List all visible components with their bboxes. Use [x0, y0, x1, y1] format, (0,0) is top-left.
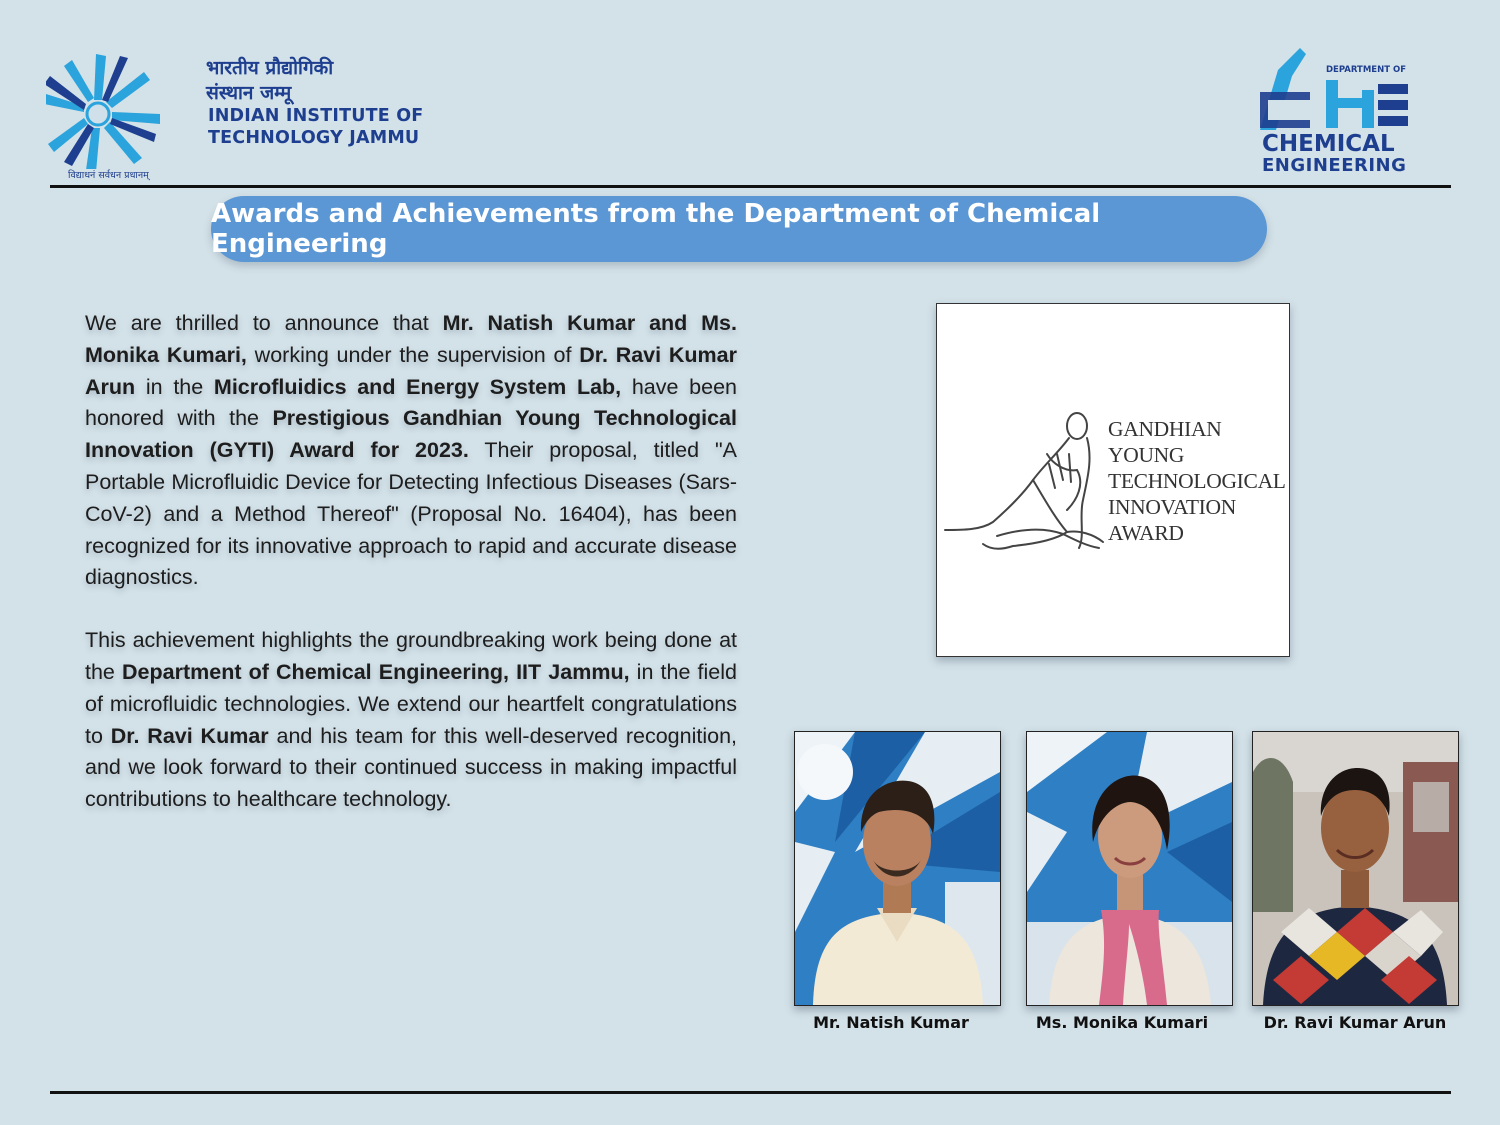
- text-run: We are thrilled to announce that: [85, 311, 443, 335]
- announcement-text: [85, 308, 737, 847]
- bottom-divider: [50, 1091, 1451, 1094]
- photo-natish-kumar: [794, 731, 1001, 1006]
- announcement-paragraph-2: [85, 625, 737, 816]
- announcement-paragraph-1: [85, 308, 737, 594]
- text-run: in the field of microfluidic technologies. We extend our heartfelt congratulations to: [85, 659, 737, 748]
- iit-english-name: [208, 105, 423, 149]
- che-name: [1262, 133, 1406, 177]
- iit-hindi-line1: भारतीय प्रौद्योगिकी: [206, 57, 334, 79]
- iit-sunburst-icon: [46, 44, 206, 169]
- che-name-line2: ENGINEERING: [1262, 155, 1407, 176]
- bold-text-run: Dr. Ravi Kumar Arun: [85, 342, 737, 399]
- text-run: have been honored with the: [85, 374, 738, 431]
- text-run: in the: [135, 374, 214, 399]
- che-dept-of: DEPARTMENT OF: [1326, 65, 1407, 75]
- text-run: This achievement highlights the groundbreaking work being done at the: [85, 628, 737, 684]
- bold-text-run: Department of Chemical Engineering, IIT Jammu,: [122, 659, 630, 684]
- text-run: Their proposal, titled "A Portable Microfluidic Device for Detecting Infectious Diseases (Sars-CoV-2) and a Method Thereof" (Proposal No. 16404), has been recognized for its innovative approach to rapid and accurate disease diagnostics.: [85, 438, 737, 590]
- gyti-award-name: [1108, 416, 1286, 546]
- caption-natish-kumar: Mr. Natish Kumar: [813, 1013, 969, 1032]
- bold-text-run: Microfluidics and Energy System Lab,: [213, 374, 622, 399]
- page-title: Awards and Achievements from the Department of Chemical Engineering: [211, 196, 1267, 262]
- gyti-line5: AWARD: [1108, 521, 1184, 545]
- text-run: and his team for this well-deserved recognition, and we look forward to their continued success in making impactful contributions to healthcare technology.: [85, 723, 738, 812]
- photo-monika-kumari: [1026, 731, 1233, 1006]
- top-divider: [50, 185, 1451, 188]
- gyti-line2: YOUNG: [1108, 443, 1185, 467]
- bold-text-run: Prestigious Gandhian Young Technological Innovation (GYTI) Award for 2023.: [85, 406, 737, 463]
- caption-ravi-kumar-arun: Dr. Ravi Kumar Arun: [1263, 1013, 1447, 1032]
- iit-english-line1: INDIAN INSTITUTE OF: [208, 106, 424, 126]
- text-run: working under the supervision of: [246, 342, 580, 367]
- bold-text-run: Mr. Natish Kumar and Ms. Monika Kumari,: [85, 311, 737, 367]
- iit-hindi-line2: संस्थान जम्मू: [206, 82, 292, 104]
- gyti-line3: TECHNOLOGICAL: [1108, 469, 1286, 493]
- che-monogram-icon: [1252, 40, 1452, 135]
- caption-monika-kumari: Ms. Monika Kumari: [1035, 1013, 1209, 1032]
- gyti-line4: INNOVATION: [1108, 495, 1236, 519]
- gyti-line1: GANDHIAN: [1108, 417, 1222, 441]
- iit-hindi-name: [206, 56, 333, 106]
- bold-text-run: Dr. Ravi Kumar: [110, 723, 269, 748]
- iit-english-line2: TECHNOLOGY JAMMU: [208, 128, 420, 148]
- photo-ravi-kumar-arun: [1252, 731, 1459, 1006]
- che-name-line1: CHEMICAL: [1262, 131, 1395, 157]
- iit-motto: विद्याधनं सर्वधन प्रधानम्: [68, 170, 149, 181]
